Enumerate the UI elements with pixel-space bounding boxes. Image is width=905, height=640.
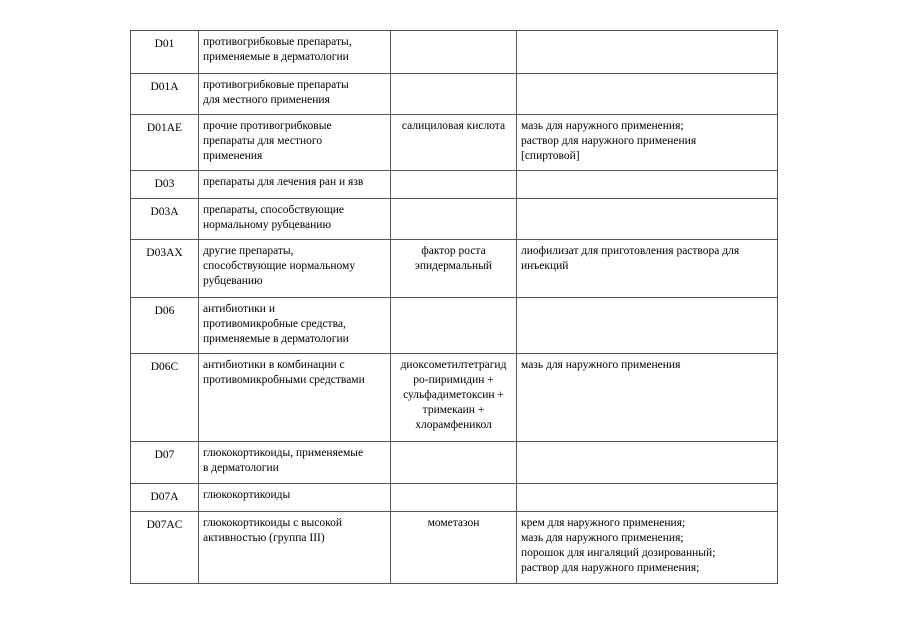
drug-name-cell [391,171,517,199]
atc-code: D03AX [146,247,183,259]
atc-code-cell [131,31,199,74]
table-row [131,74,778,115]
atc-code-cell [131,115,199,171]
atc-code: D01A [150,81,179,93]
dosage-forms-cell [517,240,778,298]
table-row [131,171,778,199]
dosage-forms-line: раствор для наружного применения [521,135,697,147]
atc-code-cell [131,171,199,199]
atc-code: D01 [154,38,175,50]
group-name-line: применяемые в дерматологии [203,333,349,345]
dosage-forms-line: мазь для наружного применения; [521,120,684,132]
table-row [131,240,778,298]
drug-name-cell [391,115,517,171]
dosage-forms-line: мазь для наружного применения [521,359,681,371]
atc-code-cell [131,240,199,298]
dosage-forms-line: порошок для ингаляций дозированный; [521,547,716,559]
dosage-forms-cell [517,484,778,512]
drug-name-line: диоксометилтетрагид [400,359,507,371]
drug-name-cell [391,442,517,484]
table-row [131,442,778,484]
drug-name-cell [391,512,517,584]
table-row [131,31,778,74]
group-name-line: применяемые в дерматологии [203,51,349,63]
group-name-line: глюкокортикоиды [203,489,291,501]
atc-code-cell [131,298,199,354]
atc-code: D06 [154,305,175,317]
drug-name-line: сульфадиметоксин + [403,389,504,401]
drug-name-cell [391,199,517,240]
drug-classification-table [130,30,778,584]
group-name-cell [199,354,391,442]
drug-name-line: хлорамфеникол [415,419,492,431]
group-name-cell [199,240,391,298]
group-name-cell [199,512,391,584]
atc-code-cell [131,354,199,442]
atc-code: D07AC [146,519,183,531]
group-name-line: препараты для местного [203,135,323,147]
drug-name-cell [391,74,517,115]
table-row [131,199,778,240]
drug-name-line: ро-пиримидин + [413,374,494,386]
group-name-cell [199,442,391,484]
group-name-cell [199,171,391,199]
dosage-forms-cell [517,74,778,115]
group-name-line: антибиотики и [203,303,275,315]
group-name-line: нормальному рубцеванию [203,219,332,231]
atc-code-cell [131,442,199,484]
drug-name-cell [391,484,517,512]
dosage-forms-cell [517,31,778,74]
group-name-cell [199,484,391,512]
dosage-forms-line: крем для наружного применения; [521,517,686,529]
drug-name-line: фактор роста [421,245,486,257]
group-name-line: противогрибковые препараты, [203,36,352,48]
dosage-forms-cell [517,512,778,584]
group-name-line: активностью (группа III) [203,532,325,544]
drug-name-cell [391,298,517,354]
group-name-cell [199,31,391,74]
group-name-line: глюкокортикоиды с высокой [203,517,343,529]
drug-name-line: эпидермальный [414,260,493,272]
group-name-cell [199,199,391,240]
group-name-cell [199,298,391,354]
dosage-forms-cell [517,199,778,240]
table-row [131,484,778,512]
atc-code: D03 [154,178,175,190]
dosage-forms-line: мазь для наружного применения; [521,532,684,544]
group-name-line: препараты, способствующие [203,204,344,216]
dosage-forms-cell [517,115,778,171]
drug-name-line: тримекаин + [422,404,485,416]
group-name-cell [199,115,391,171]
dosage-forms-cell [517,298,778,354]
atc-code-cell [131,484,199,512]
group-name-line: противомикробные средства, [203,318,346,330]
group-name-line: в дерматологии [203,462,279,474]
atc-code: D07 [154,449,175,461]
dosage-forms-cell [517,354,778,442]
group-name-line: способствующие нормальному [203,260,356,272]
table-row [131,354,778,442]
table-row [131,512,778,584]
drug-name-cell [391,31,517,74]
group-name-line: рубцеванию [203,275,263,287]
atc-code: D07A [150,491,179,503]
dosage-forms-line: лиофилизат для приготовления раствора для [521,245,740,257]
group-name-line: антибиотики в комбинации с [203,359,345,371]
group-name-line: препараты для лечения ран и язв [203,176,364,188]
atc-code: D01AE [146,122,183,134]
table-body [131,31,778,584]
dosage-forms-line: [спиртовой] [521,150,580,162]
drug-name-cell [391,354,517,442]
group-name-line: глюкокортикоиды, применяемые [203,447,364,459]
drug-name-line: мометазон [427,517,480,529]
group-name-line: другие препараты, [203,245,294,257]
dosage-forms-cell [517,171,778,199]
group-name-line: противомикробными средствами [203,374,365,386]
group-name-line: для местного применения [203,94,330,106]
group-name-line: прочие противогрибковые [203,120,332,132]
table-row [131,115,778,171]
atc-code: D06C [150,361,179,373]
drug-name-line: салициловая кислота [401,120,506,132]
dosage-forms-cell [517,442,778,484]
group-name-line: применения [203,150,263,162]
group-name-line: противогрибковые препараты [203,79,349,91]
atc-code-cell [131,512,199,584]
atc-code: D03A [150,206,179,218]
atc-code-cell [131,74,199,115]
drug-name-cell [391,240,517,298]
group-name-cell [199,74,391,115]
table-row [131,298,778,354]
dosage-forms-line: инъекций [521,260,569,272]
atc-code-cell [131,199,199,240]
dosage-forms-line: раствор для наружного применения; [521,562,700,574]
